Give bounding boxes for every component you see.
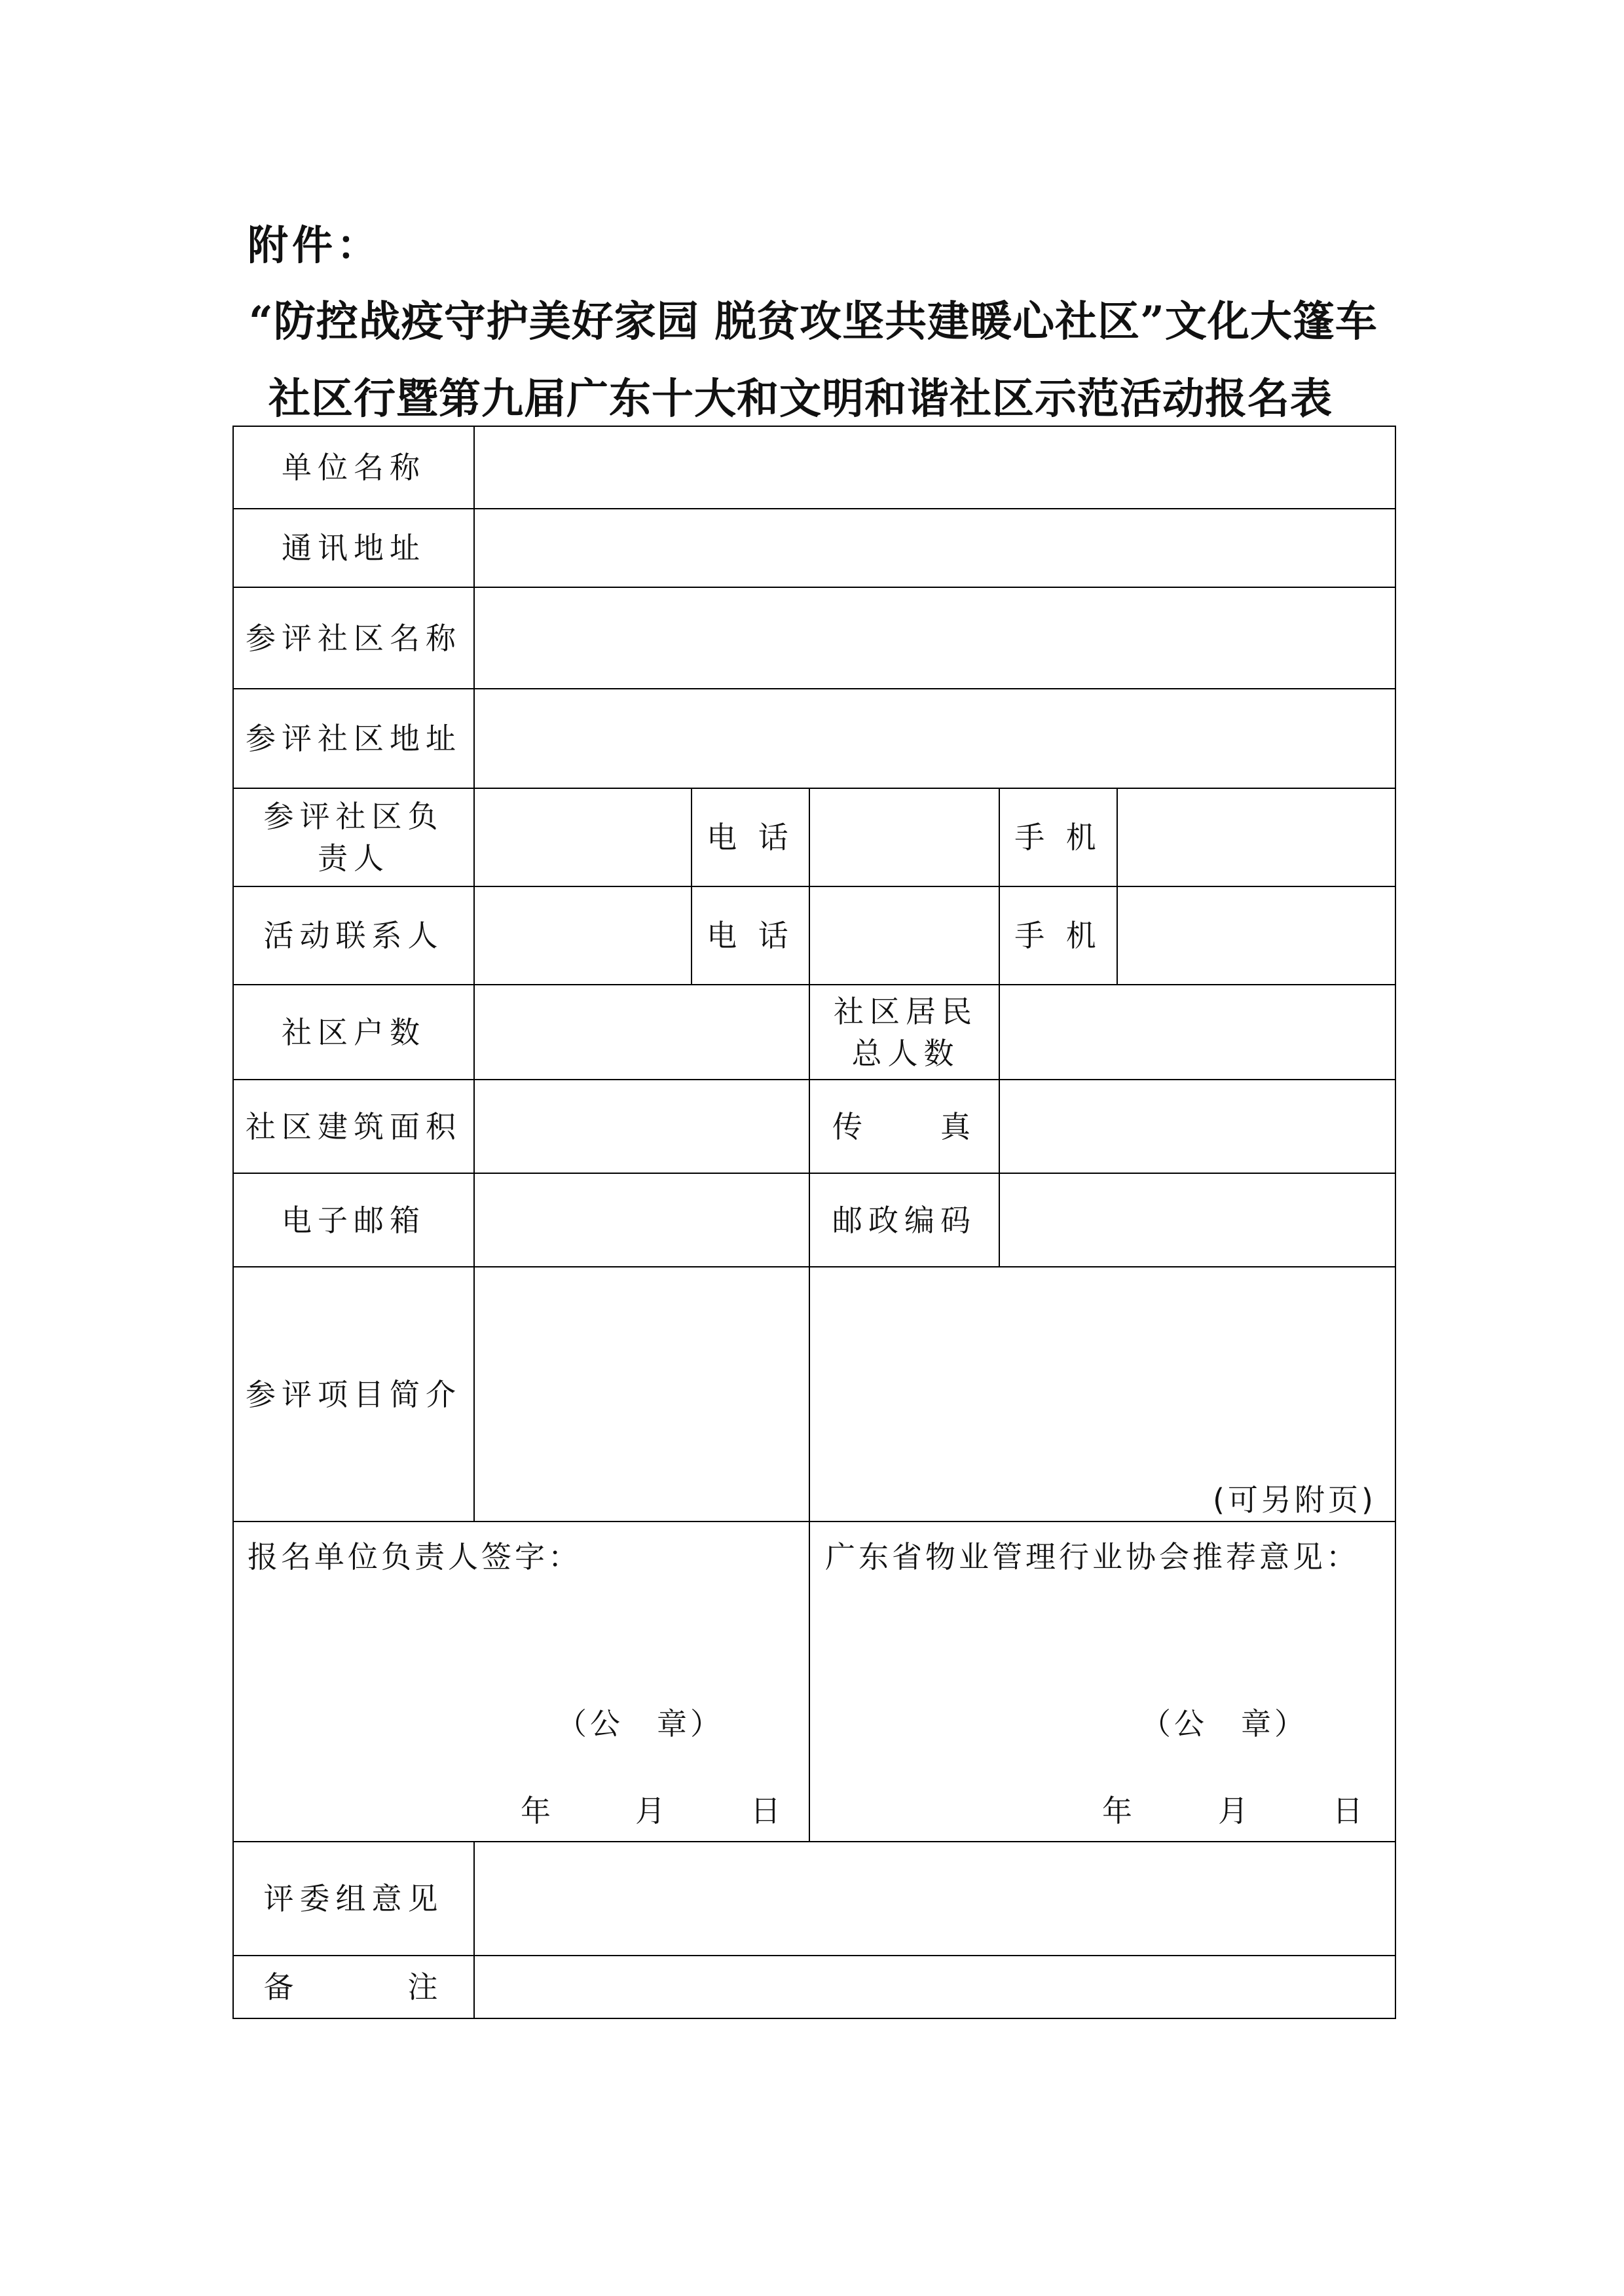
contact-person-label: 活动联系人: [263, 918, 444, 953]
label-column-divider: [473, 426, 475, 1522]
project-intro-label: 参评项目简介: [246, 1376, 462, 1412]
postcode-label: 邮政编码: [832, 1202, 976, 1238]
households-label: 社区户数: [282, 1014, 426, 1050]
building-area-label: 社区建筑面积: [246, 1108, 462, 1144]
community-address-label: 参评社区地址: [246, 721, 462, 756]
fax-label: 传 真: [832, 1108, 976, 1144]
association-label: 广东省物业管理行业协会推荐意见：: [825, 1539, 1359, 1575]
label-column-divider: [473, 1841, 475, 2019]
email-label: 电子邮箱: [282, 1202, 426, 1238]
signature-divider: [809, 1521, 810, 1841]
community-leader-label: 参评社区负责人: [263, 799, 444, 876]
form-title-line-2: 社区行暨第九届广东十大和文明和谐社区示范活动报名表: [268, 374, 1333, 424]
phone-label: 电 话: [707, 918, 794, 953]
community-name-label: 参评社区名称: [246, 620, 462, 656]
mobile-label: 手 机: [1014, 820, 1102, 855]
seal-right: （公 章）: [1141, 1706, 1308, 1741]
cell-divider: [1116, 788, 1118, 984]
address-label: 通讯地址: [282, 530, 426, 566]
date-year-left: 年: [521, 1793, 554, 1829]
phone-label: 电 话: [707, 820, 794, 855]
residents-total-label: 社区居民总人数: [834, 993, 978, 1071]
mobile-label: 手 机: [1014, 918, 1102, 953]
cell-divider: [999, 984, 1000, 1266]
extra-pages-note: (可另附页): [1213, 1482, 1376, 1518]
jury-opinion-label: 评委组意见: [263, 1881, 444, 1916]
date-year-right: 年: [1102, 1793, 1135, 1829]
row-border: [232, 2018, 1396, 2019]
seal-left: （公 章）: [557, 1706, 724, 1741]
date-day-right: 日: [1333, 1793, 1366, 1829]
table-border-right: [1395, 426, 1396, 2019]
unit-name-label: 单位名称: [282, 450, 426, 485]
attachment-label: 附件：: [248, 221, 382, 269]
date-month-left: 月: [635, 1793, 669, 1829]
form-title-line-1: “防控战疫守护美好家园 脱贫攻坚共建暖心社区”文化大篷车: [249, 297, 1378, 346]
row-border: [232, 1521, 1396, 1522]
date-day-left: 日: [750, 1793, 784, 1829]
signature-label: 报名单位负责人签字：: [248, 1539, 581, 1575]
remarks-label: 备 注: [263, 1969, 444, 2005]
date-month-right: 月: [1218, 1793, 1251, 1829]
